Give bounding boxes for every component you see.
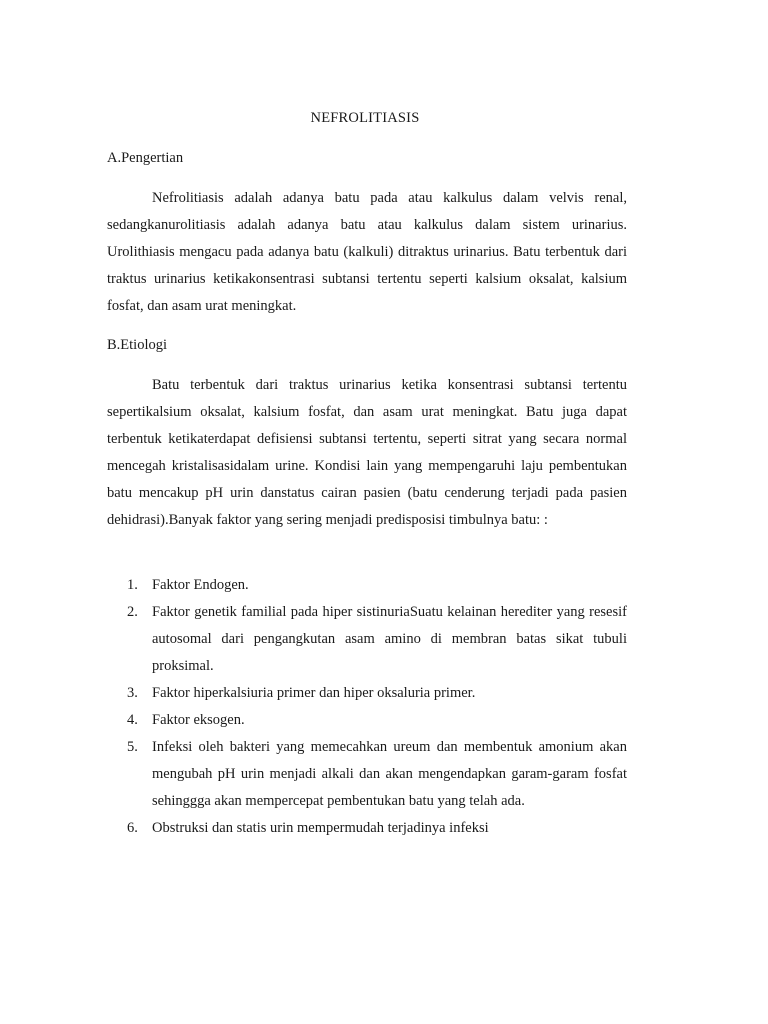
list-number: 6.	[127, 820, 138, 836]
list-number: 3.	[127, 685, 138, 701]
list-item	[107, 599, 627, 680]
list-item-text: Faktor eksogen.	[152, 712, 245, 728]
paragraph-etiologi: Batu terbentuk dari traktus urinarius ketika konsentrasi subtansi tertentu sepertikalsium oksalat, kalsium fosfat, dan asam urat meningkat. Batu juga dapat terbentuk ketikaterdapat defisiensi subtansi tertentu, seperti sitrat yang secara normal mencegah kristalisasidalam urine. Kondisi lain yang mempengaruhi laju pembentukan batu mencakup pH urin danstatus cairan pasien (batu cenderung terjadi pada pasien dehidrasi).Banyak faktor yang sering menjadi predisposisi timbulnya batu: :	[107, 377, 627, 528]
etiologi-factor-list	[107, 572, 627, 842]
list-item-text: Faktor hiperkalsiuria primer dan hiper oksaluria primer.	[152, 685, 476, 701]
list-item-text: Obstruksi dan statis urin mempermudah terjadinya infeksi	[152, 820, 489, 836]
list-item-text: Infeksi oleh bakteri yang memecahkan ureum dan membentuk amonium akan mengubah pH urin menjadi alkali dan akan mengendapkan garam-garam fosfat sehinggga akan mempercepat pembentukan batu yang telah ada.	[152, 739, 627, 809]
list-number: 4.	[127, 712, 138, 728]
list-item-text: Faktor Endogen.	[152, 577, 249, 593]
list-item	[107, 734, 627, 815]
list-item	[107, 572, 627, 599]
list-number: 5.	[127, 739, 138, 755]
list-item	[107, 815, 627, 842]
section-heading-etiologi: B.Etiologi	[107, 337, 168, 353]
document-title: NEFROLITIASIS	[310, 110, 420, 126]
list-item-text: Faktor genetik familial pada hiper sistinuriaSuatu kelainan herediter yang resesif autosomal dari pengangkutan asam amino di membran batas sikat tubuli proksimal.	[152, 604, 627, 674]
list-number: 2.	[127, 604, 138, 620]
list-item	[107, 707, 627, 734]
section-heading-pengertian: A.Pengertian	[107, 150, 184, 166]
paragraph-pengertian: Nefrolitiasis adalah adanya batu pada atau kalkulus dalam velvis renal, sedangkanurolitiasis adalah adanya batu atau kalkulus dalam sistem urinarius. Urolithiasis mengacu pada adanya batu (kalkuli) ditraktus urinarius. Batu terbentuk dari traktus urinarius ketikakonsentrasi subtansi tertentu seperti kalsium oksalat, kalsium fosfat, dan asam urat meningkat.	[107, 190, 627, 314]
list-item	[107, 680, 627, 707]
list-number: 1.	[127, 577, 138, 593]
